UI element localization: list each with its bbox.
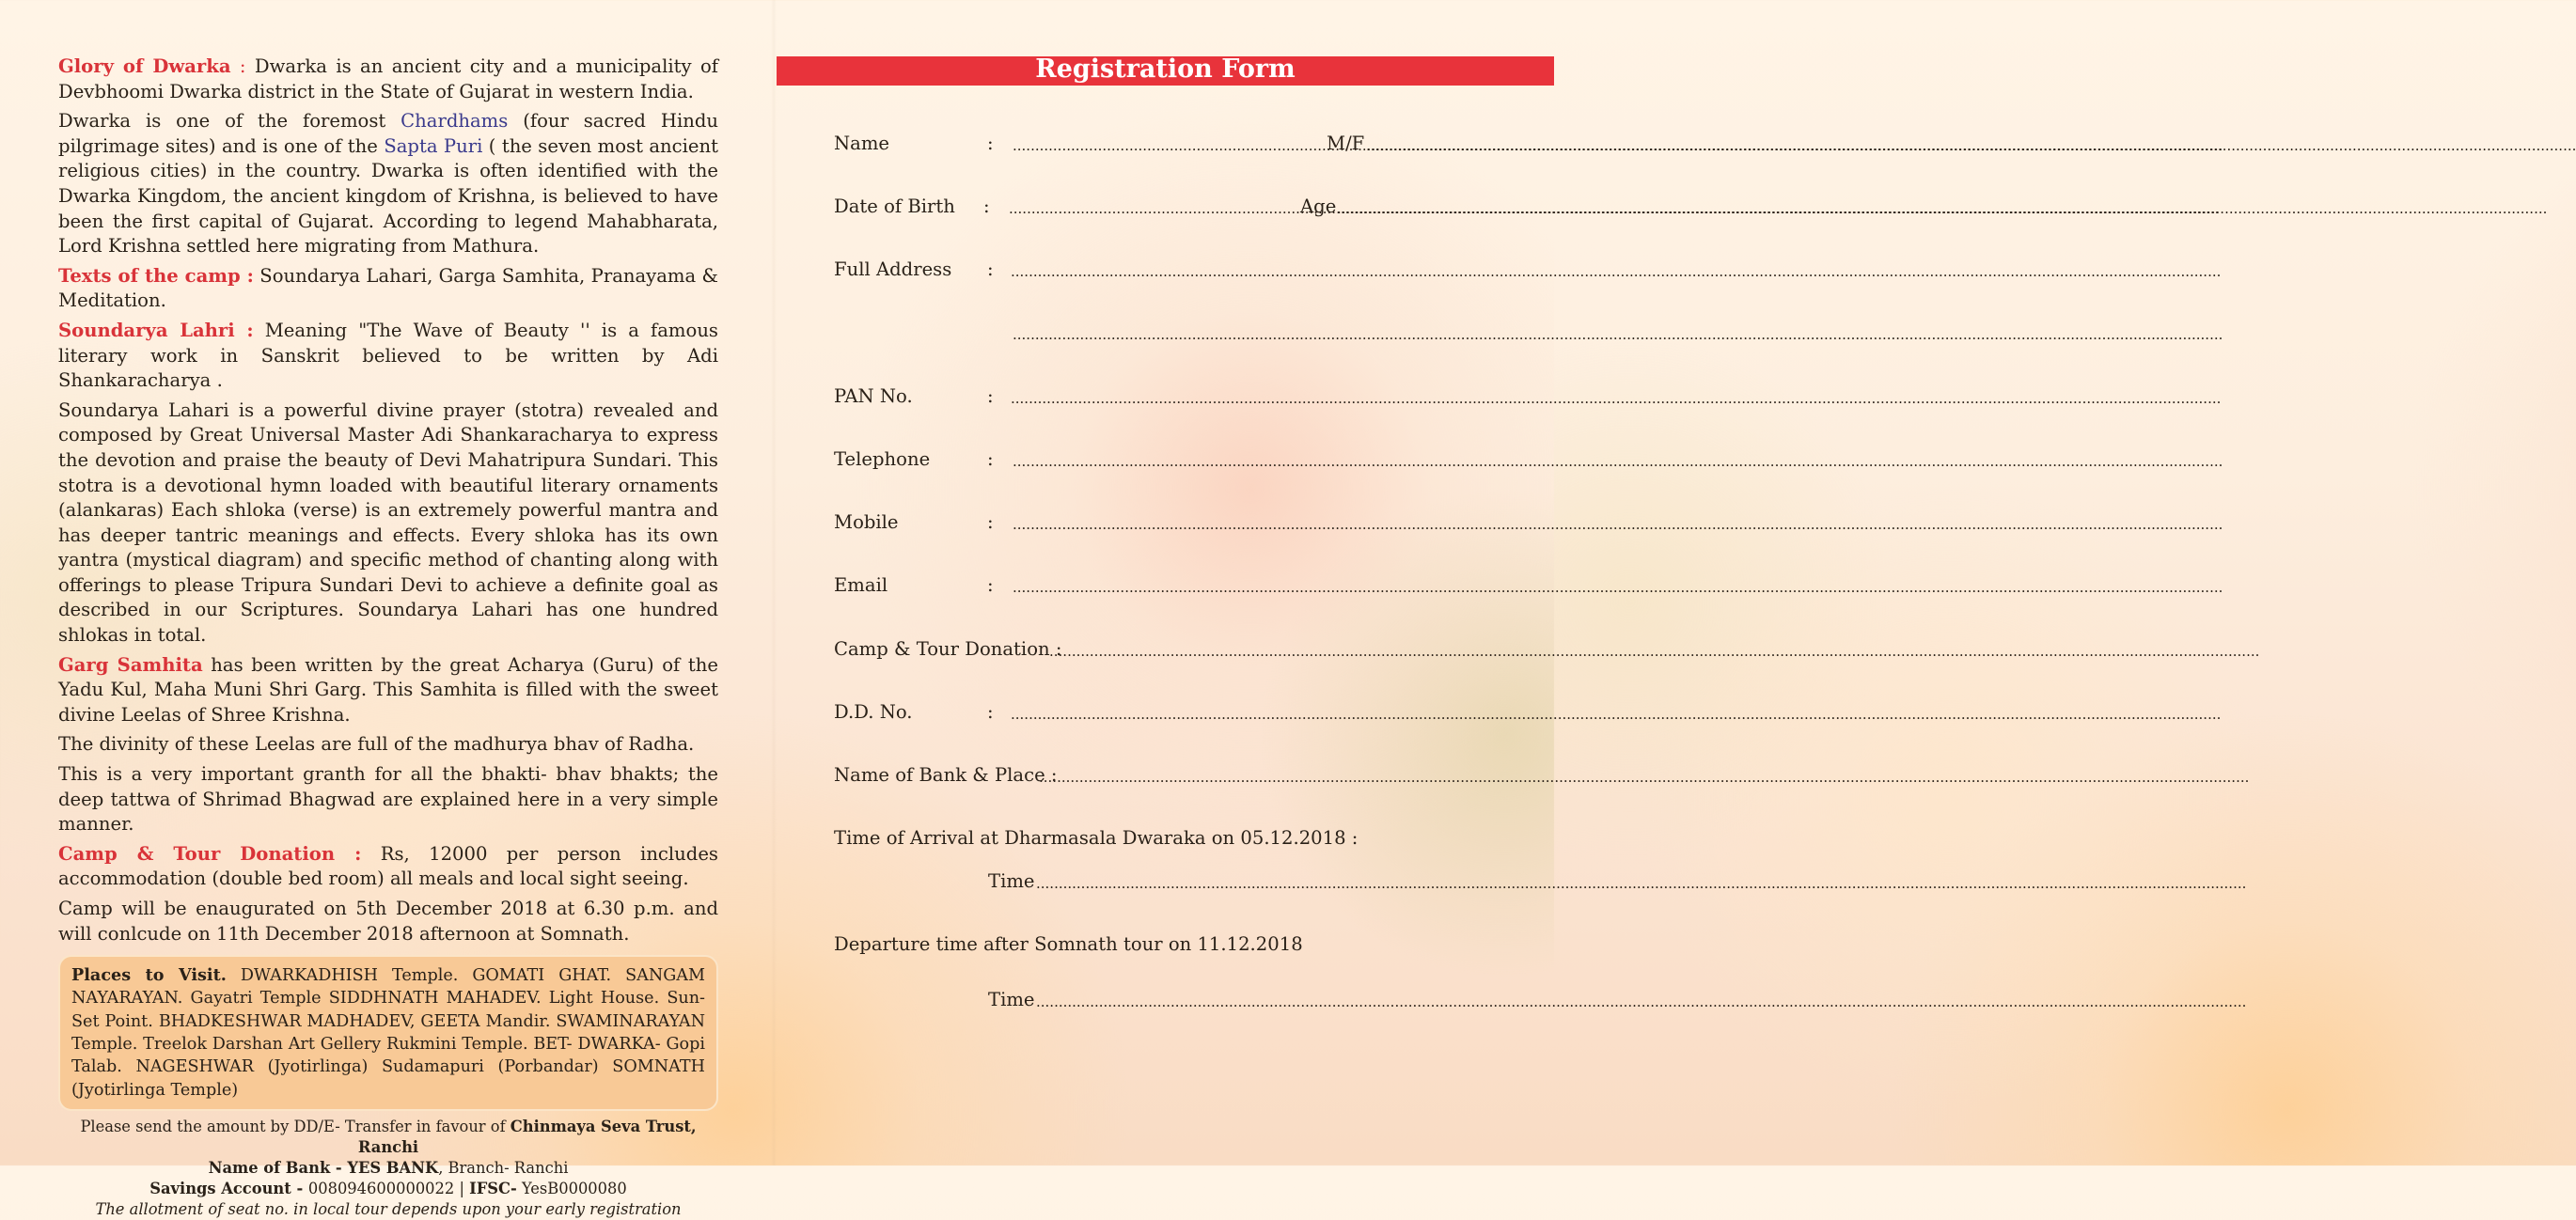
telephone-colon: : — [987, 448, 994, 470]
dwarka-paragraph — [58, 109, 718, 259]
departure-time-label: Time — [988, 989, 1035, 1010]
mobile-row — [834, 508, 1511, 537]
glory-heading: Glory of Dwarka — [58, 55, 231, 77]
age-label: Age — [1300, 196, 1337, 217]
dob-label: Date of Birth — [834, 196, 955, 217]
payment-line-1-text: Please send the amount by DD/E- Transfer in favour of — [80, 1117, 510, 1135]
places-heading: Places to Visit. — [71, 965, 227, 986]
email-label: Email — [834, 574, 888, 596]
arrival-time-row — [834, 868, 1511, 896]
address-row — [834, 256, 1511, 284]
payment-line-4 — [58, 1199, 718, 1220]
name-colon: : — [987, 133, 994, 154]
telephone-row — [834, 446, 1511, 474]
address-field-line-1[interactable] — [1011, 256, 1481, 284]
donation-field[interactable] — [1049, 635, 1478, 664]
address-field-line-2[interactable] — [1013, 319, 1482, 347]
allotment-note: The allotment of seat no. in local tour depends upon your early registration — [95, 1199, 682, 1218]
payment-info — [58, 1117, 718, 1220]
address-row-2 — [834, 319, 1511, 347]
donation-text: Rs, 12000 per person includes accommodation (double bed room) all meals and local sight seeing. — [58, 842, 718, 890]
address-label: Full Address — [834, 258, 952, 280]
name-label: Name — [834, 133, 890, 154]
payee-name: Chinmaya Seva Trust, Ranchi — [357, 1117, 697, 1156]
donation-row — [834, 635, 1511, 664]
pan-row — [834, 383, 1511, 411]
email-colon: : — [987, 574, 994, 596]
account-label: Savings Account - — [149, 1179, 308, 1197]
soundarya-heading: Soundarya Lahri : — [58, 319, 254, 341]
dd-colon: : — [987, 701, 994, 723]
dd-row — [834, 698, 1511, 727]
account-number: 008094600000022 — [307, 1179, 455, 1197]
mobile-field[interactable] — [1013, 508, 1483, 537]
mobile-colon: : — [987, 511, 994, 533]
places-text: DWARKADHISH Temple. GOMATI GHAT. SANGAM NAYARAYAN. Gayatri Temple SIDDHNATH MAHADEV. Light House. Sun- Set Point. BHADKESHWAR MADHADEV, GEETA Mandir. SWAMINARAYAN Temple. Treelok Darshan Art Gellery Rukmini Temple. BET- DWARKA- Gopi Talab. NAGESHWAR (Jyotirlinga) Sudamapuri (Porbandar) SOMNATH (Jyotirlinga Temple) — [71, 966, 705, 1100]
address-colon: : — [987, 258, 994, 280]
payment-line-2 — [58, 1158, 718, 1179]
form-title: Registration Form — [1035, 55, 1296, 84]
telephone-label: Telephone — [834, 448, 931, 470]
pan-colon: : — [987, 385, 994, 407]
dwarka-text-3: ( the seven most ancient religious cities) in the country. Dwarka is often identified with the Dwarka Kingdom, the ancient kingdom of Krishna, is believed to have been the first capital of Gujarat. According to legend Mahabharata, Lord Krishna settled here migrating from Mathura. — [58, 134, 718, 258]
arrival-time-field[interactable] — [1036, 868, 1349, 896]
name-field[interactable] — [1013, 130, 1327, 158]
leelas-paragraph: The divinity of these Leelas are full of the madhurya bhav of Radha. — [58, 733, 695, 756]
dob-row — [834, 193, 1511, 221]
ifsc-code: YesB0000080 — [516, 1179, 627, 1197]
pan-label: PAN No. — [834, 385, 913, 407]
glory-text: Dwarka is an ancient city and a municipality of Devbhoomi Dwarka district in the State of Gujarat in western India. — [58, 55, 719, 102]
texts-text: Soundarya Lahari, Garga Samhita, Pranayama & Meditation. — [58, 264, 718, 312]
soundarya-lahri-paragraph — [58, 319, 718, 394]
glory-separator: : — [230, 55, 255, 77]
glory-of-dwarka-paragraph — [58, 55, 718, 104]
bank-label: Name of Bank & Place : — [834, 764, 1058, 786]
age-field[interactable] — [1337, 193, 1478, 221]
chardhams-term: Chardhams — [401, 110, 509, 133]
departure-time-row — [834, 986, 1511, 1014]
mobile-label: Mobile — [834, 511, 899, 533]
arrival-row — [834, 824, 1511, 852]
texts-of-camp-paragraph — [58, 264, 718, 314]
donation-paragraph — [58, 842, 718, 892]
departure-row — [834, 931, 1511, 959]
account-separator: | — [454, 1179, 470, 1197]
bank-row — [834, 761, 1511, 790]
texts-heading: Texts of the camp : — [58, 264, 254, 287]
soundarya-description: Soundarya Lahari is a powerful divine prayer (stotra) revealed and composed by Great Universal Master Adi Shankaracharya to express the devotion and praise the beauty of Devi Mahatripura Sundari. This stotra is a devotional hymn loaded with beautiful literary ornaments (alankaras) Each shloka (verse) is an extremely powerful mantra and has deeper tantric meanings and effects. Every shloka has its own yantra (mystical diagram) and specific method of chanting along with offerings to please Tripura Sundari Devi to achieve a definite goal as described in our Scriptures. Soundarya Lahari has one hundred shlokas in total. — [58, 399, 718, 647]
donation-label: Camp & Tour Donation : — [834, 638, 1062, 660]
donation-heading: Camp & Tour Donation : — [58, 842, 362, 865]
garg-heading: Garg Samhita — [58, 653, 203, 676]
dwarka-text-2: (four sacred Hindu pilgrimage sites) and is one of the — [58, 110, 718, 157]
bank-name: Name of Bank - YES BANK — [208, 1158, 439, 1177]
dd-field[interactable] — [1011, 698, 1481, 727]
bank-branch: , Branch- Ranchi — [438, 1158, 569, 1177]
bank-field[interactable] — [1039, 761, 1477, 790]
ifsc-label: IFSC- — [469, 1179, 517, 1197]
garg-text: has been written by the great Acharya (Guru) of the Yadu Kul, Maha Muni Shri Garg. This Samhita is filled with the sweet divine Leelas of Shree Krishna. — [58, 653, 718, 726]
camp-dates-paragraph: Camp will be enaugurated on 5th December 2018 at 6.30 p.m. and will conlcude on 11th December 2018 afternoon at Somnath. — [58, 898, 718, 945]
info-column — [58, 55, 718, 1220]
departure-label: Departure time after Somnath tour on 11.12.2018 — [834, 933, 1303, 955]
arrival-label: Time of Arrival at Dharmasala Dwaraka on 05.12.2018 : — [834, 827, 1359, 849]
soundarya-text: Meaning "The Wave of Beauty '' is a famous literary work in Sanskrit believed to be written by Adi Shankaracharya . — [58, 319, 718, 392]
name-row — [834, 130, 1511, 158]
pan-field[interactable] — [1011, 383, 1481, 411]
places-to-visit-box — [58, 955, 718, 1111]
dwarka-text-1: Dwarka is one of the foremost — [58, 110, 401, 133]
dob-field[interactable] — [1009, 193, 1300, 221]
dd-label: D.D. No. — [834, 701, 913, 723]
payment-line-1 — [58, 1117, 718, 1158]
sapta-puri-term: Sapta Puri — [384, 134, 483, 157]
telephone-field[interactable] — [1013, 446, 1483, 474]
email-row — [834, 571, 1511, 600]
arrival-time-label: Time — [988, 870, 1035, 892]
email-field[interactable] — [1013, 571, 1483, 600]
payment-line-3 — [58, 1179, 718, 1199]
departure-time-field[interactable] — [1036, 986, 1349, 1014]
dob-colon: : — [983, 196, 990, 217]
garg-samhita-paragraph — [58, 653, 718, 728]
gender-label: M/F — [1327, 133, 1365, 154]
granth-paragraph: This is a very important granth for all the bhakti- bhav bhakts; the deep tattwa of Shrimad Bhagwad are explained here in a very simple manner. — [58, 763, 718, 836]
page-fold — [771, 0, 777, 1165]
gender-field[interactable] — [1366, 130, 1484, 158]
